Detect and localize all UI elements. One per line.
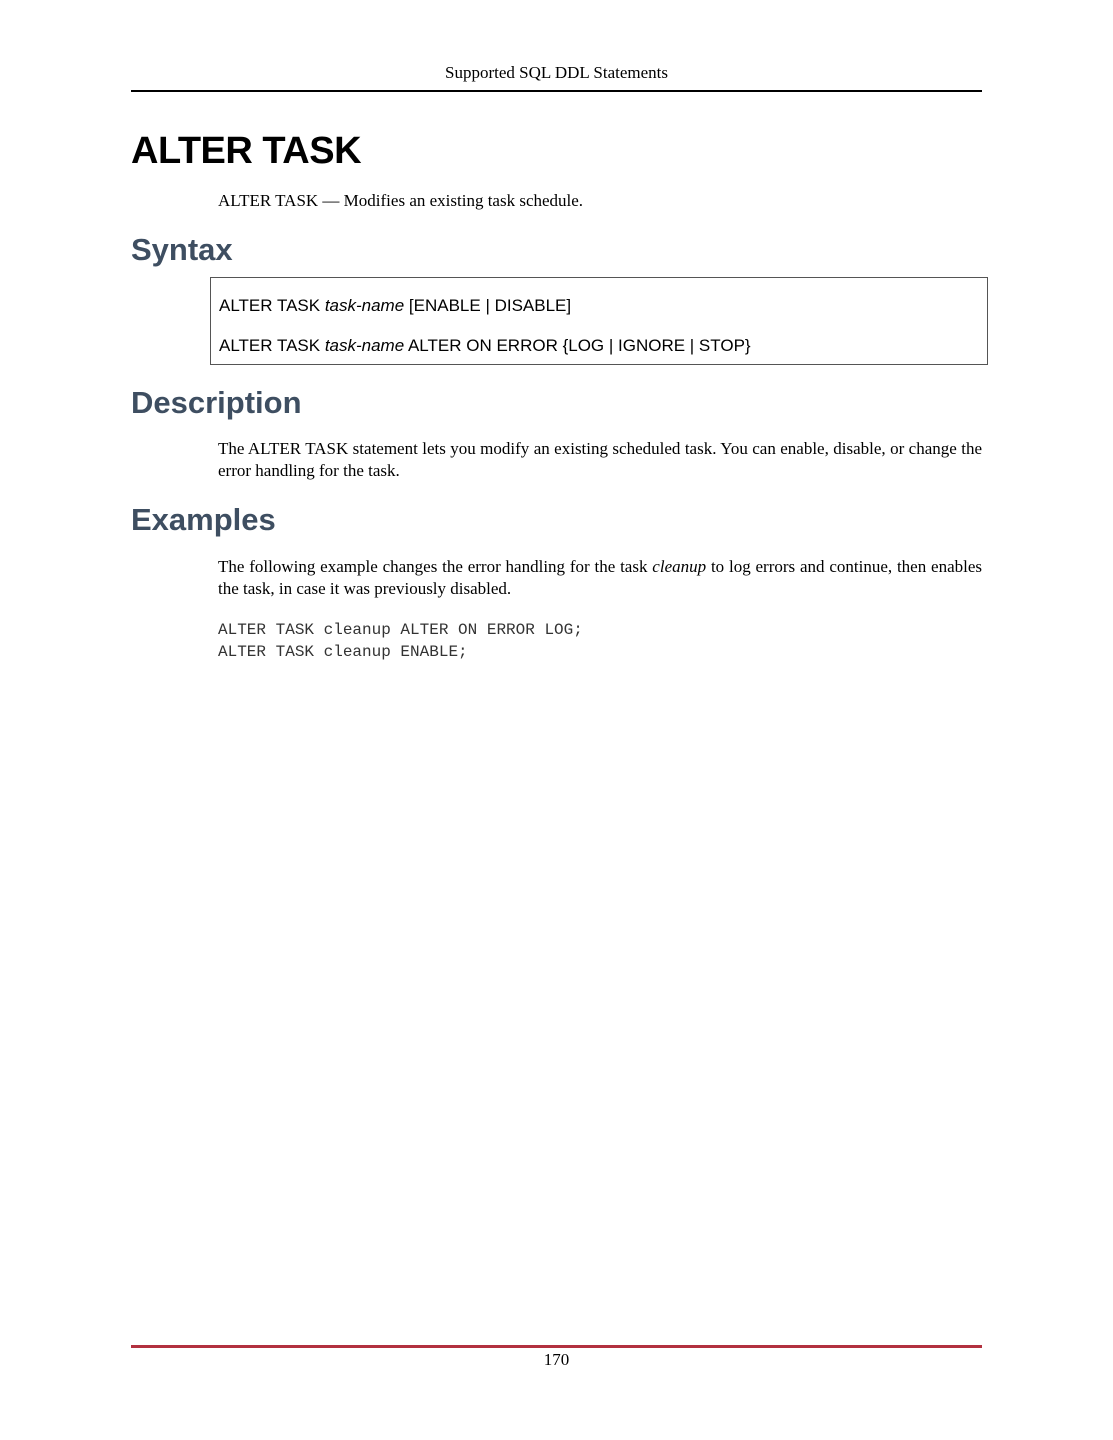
syntax-options: [ENABLE | DISABLE] [404,296,572,315]
page-number: 170 [543,1350,570,1369]
page-title: ALTER TASK [131,130,362,172]
syntax-param: task-name [324,296,405,315]
examples-intro [218,556,982,600]
code-example [218,619,583,663]
code-line: ALTER TASK cleanup ENABLE; [218,643,468,661]
examples-intro-text: The following example changes the error handling for the task [218,557,653,576]
examples-heading: Examples [131,502,276,537]
syntax-keyword: ALTER TASK [219,296,325,315]
description-text: The ALTER TASK statement lets you modify an existing scheduled task. You can enable, disable, or change the error handling for the task. [218,439,982,480]
task-name-emphasis: cleanup [652,557,707,576]
syntax-options: ALTER ON ERROR {LOG | IGNORE | STOP} [404,336,751,355]
header-rule [131,90,982,92]
syntax-line [219,335,751,357]
syntax-heading: Syntax [131,232,233,267]
footer-rule [131,1345,982,1348]
examples-intro-text: to log errors and continue, then enables the task, in case it was previously disabled. [218,557,982,598]
description-heading: Description [131,385,302,420]
refpurpose: ALTER TASK — Modifies an existing task schedule. [218,191,584,210]
syntax-keyword: ALTER TASK [219,336,325,355]
syntax-line [219,295,571,317]
syntax-param: task-name [324,336,405,355]
running-header: Supported SQL DDL Statements [444,63,669,82]
syntax-box [210,277,988,365]
code-line: ALTER TASK cleanup ALTER ON ERROR LOG; [218,621,583,639]
